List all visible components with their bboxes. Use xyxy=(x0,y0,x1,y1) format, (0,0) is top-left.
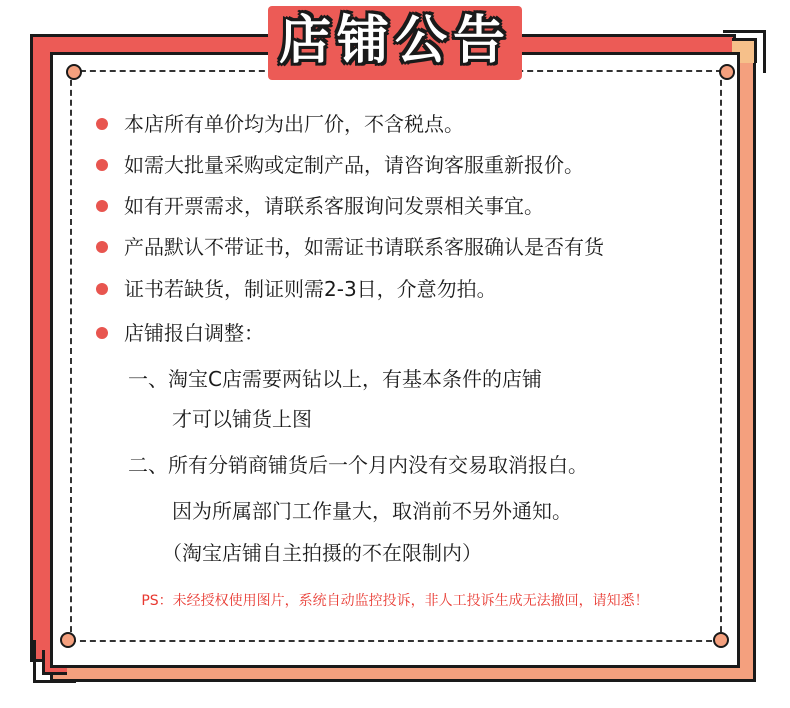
corner-dot-bottom-left xyxy=(60,632,76,648)
notice-text: 产品默认不带证书，如需证书请联系客服确认是否有货 xyxy=(124,235,604,259)
corner-dot-bottom-right xyxy=(713,632,729,648)
bullet-dot-icon xyxy=(96,327,108,339)
adjustment-line: （淘宝店铺自主拍摄的不在限制内） xyxy=(162,541,482,565)
bullet-dot-icon xyxy=(96,118,108,130)
bullet-dot-icon xyxy=(96,283,108,295)
corner-dot-top-left xyxy=(66,64,82,80)
notice-item xyxy=(96,152,584,178)
ps-note: PS：未经授权使用图片，系统自动监控投诉，非人工投诉生成无法撤回，请知悉！ xyxy=(141,593,649,609)
bullet-dot-icon xyxy=(96,241,108,253)
notice-item xyxy=(96,320,264,346)
notice-text: 店铺报白调整： xyxy=(124,321,264,345)
bullet-dot-icon xyxy=(96,159,108,171)
notice-text: 证书若缺货，制证则需2-3日，介意勿拍。 xyxy=(124,277,497,301)
notice-item xyxy=(96,234,604,260)
notice-item xyxy=(96,193,544,219)
corner-dot-top-right xyxy=(719,64,735,80)
notice-text: 如需大批量采购或定制产品，请咨询客服重新报价。 xyxy=(124,153,584,177)
adjustment-line: 才可以铺货上图 xyxy=(172,407,312,431)
adjustment-line: 因为所属部门工作量大，取消前不另外通知。 xyxy=(172,499,572,523)
adjustment-line: 二、所有分销商铺货后一个月内没有交易取消报白。 xyxy=(128,453,588,477)
bullet-dot-icon xyxy=(96,200,108,212)
page-title: 店铺公告 xyxy=(278,11,511,71)
notice-item xyxy=(96,111,464,137)
adjustment-line: 一、淘宝C店需要两钻以上，有基本条件的店铺 xyxy=(128,367,542,391)
notice-text: 本店所有单价均为出厂价，不含税点。 xyxy=(124,112,464,136)
notice-item xyxy=(96,276,497,302)
notice-text: 如有开票需求，请联系客服询问发票相关事宜。 xyxy=(124,194,544,218)
